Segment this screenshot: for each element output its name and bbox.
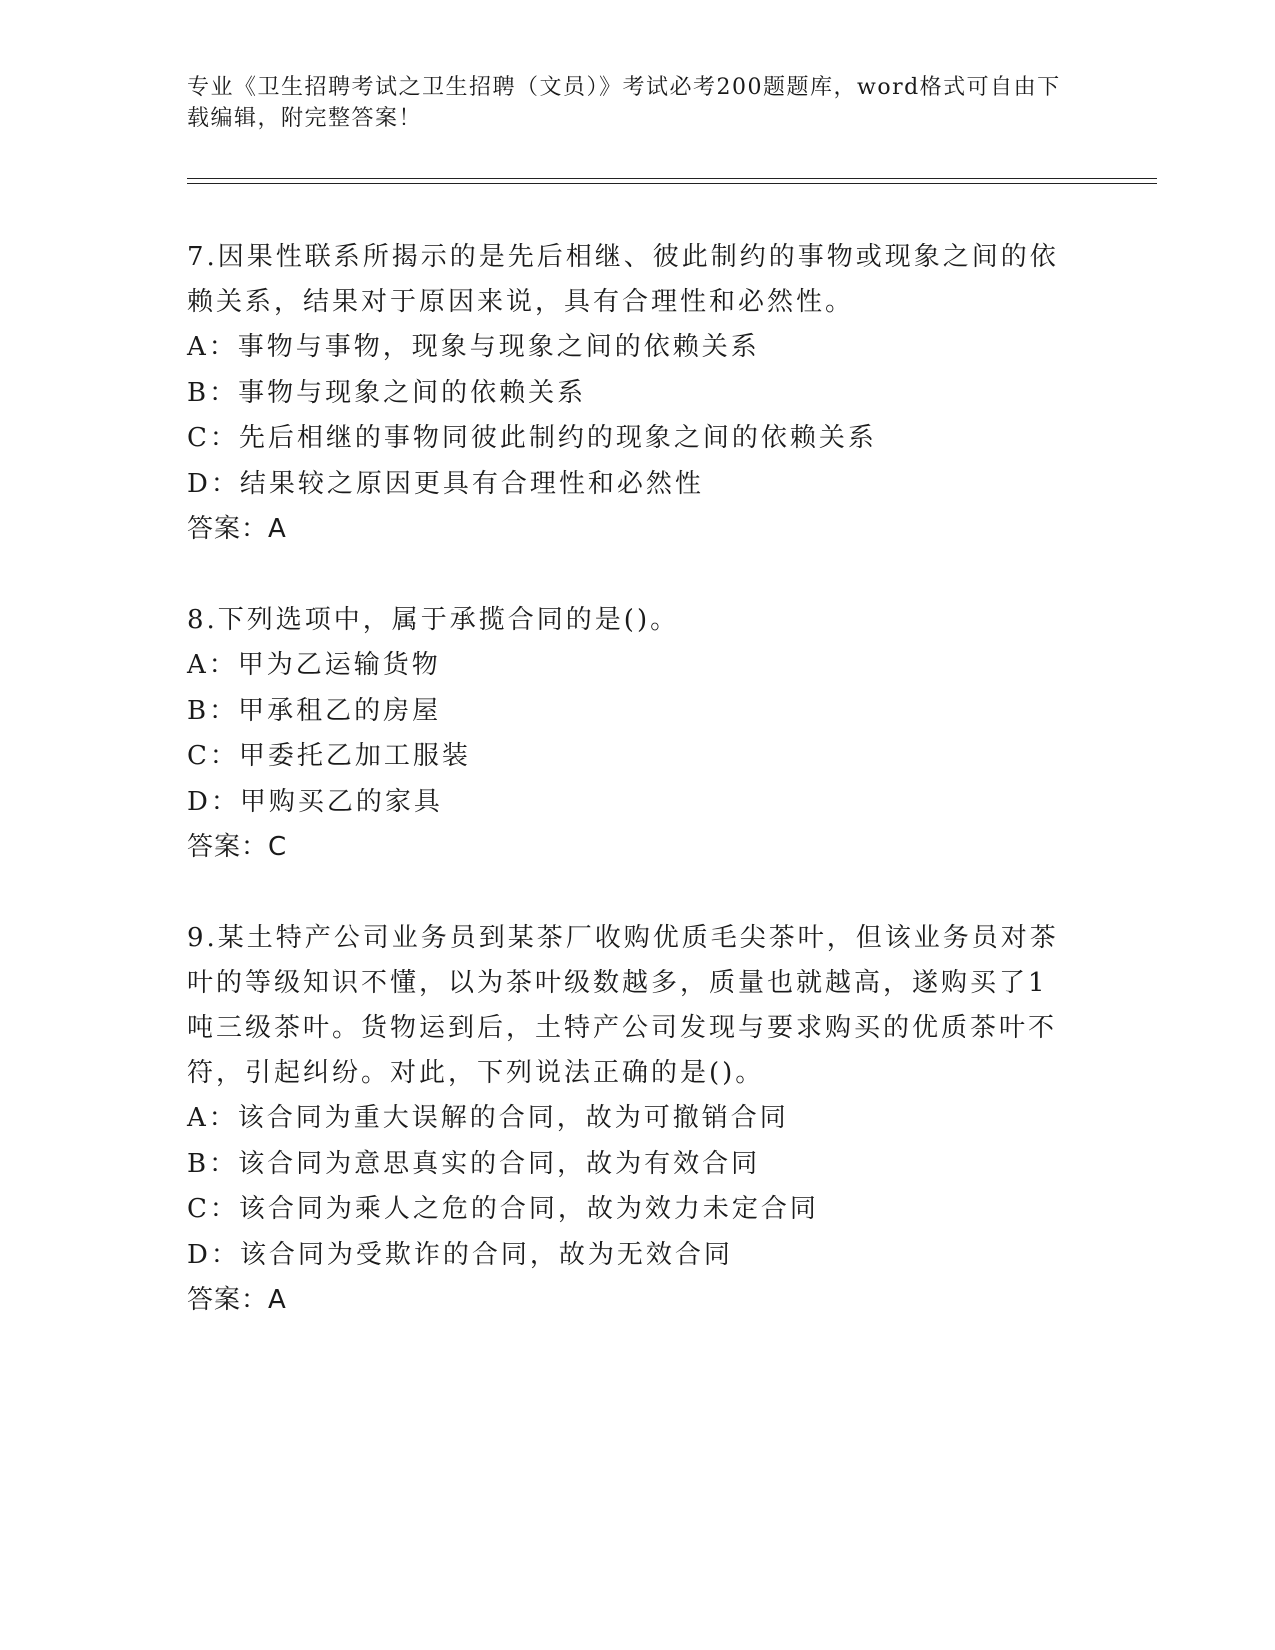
header-divider-bottom xyxy=(187,183,1157,184)
header-divider-top xyxy=(187,178,1157,179)
question-stem: 7.因果性联系所揭示的是先后相继、彼此制约的事物或现象之间的依赖关系，结果对于原因来说，具有合理性和必然性。 xyxy=(187,242,1059,317)
option-d: D：该合同为受欺诈的合同，故为无效合同 xyxy=(187,1239,733,1270)
question-stem: 8.下列选项中，属于承揽合同的是()。 xyxy=(187,605,680,635)
option-a: A：甲为乙运输货物 xyxy=(187,650,441,680)
document-header: 专业《卫生招聘考试之卫生招聘（文员）》考试必考200题题库，word格式可自由下载编辑，附完整答案！ xyxy=(187,75,1061,131)
option-b: B：该合同为意思真实的合同，故为有效合同 xyxy=(187,1148,761,1179)
option-d: D：结果较之原因更具有合理性和必然性 xyxy=(187,468,704,499)
option-c: C：该合同为乘人之危的合同，故为效力未定合同 xyxy=(187,1194,819,1224)
answer: 答案：C xyxy=(187,832,288,862)
option-b: B：甲承租乙的房屋 xyxy=(187,695,442,726)
option-a: A：该合同为重大误解的合同，故为可撤销合同 xyxy=(187,1103,789,1133)
option-c: C：甲委托乙加工服装 xyxy=(187,741,471,771)
option-b: B：事物与现象之间的依赖关系 xyxy=(187,377,587,408)
question-8 xyxy=(187,598,1067,870)
option-d: D：甲购买乙的家具 xyxy=(187,786,443,817)
option-a: A：事物与事物，现象与现象之间的依赖关系 xyxy=(187,332,760,362)
question-stem: 9.某土特产公司业务员到某茶厂收购优质毛尖茶叶，但该业务员对茶叶的等级知识不懂，以为茶叶级数越多，质量也就越高，遂购买了1吨三级茶叶。货物运到后，土特产公司发现与要求购买的优质茶叶不符，引起纠纷。对此，下列说法正确的是()。 xyxy=(187,923,1059,1088)
option-c: C：先后相继的事物同彼此制约的现象之间的依赖关系 xyxy=(187,423,877,453)
question-7 xyxy=(187,235,1067,552)
answer: 答案：A xyxy=(187,1285,287,1315)
answer: 答案：A xyxy=(187,514,287,544)
question-9 xyxy=(187,916,1067,1323)
